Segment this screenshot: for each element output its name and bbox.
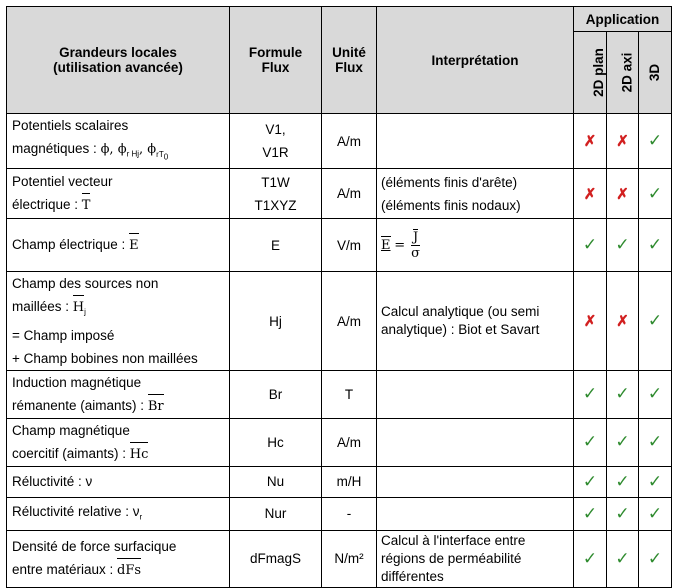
quantity-cell: Induction magnétique rémanente (aimants) : Br — [7, 370, 230, 418]
unit-cell: - — [322, 497, 377, 530]
app-2d-plan-cell — [574, 530, 607, 587]
app-2d-axi-cell — [607, 219, 639, 272]
quantity-cell: Potentiels scalaires magnétiques : ϕ, $\phi_{r Hj}$, $\phi_{rT_0}$ — [7, 114, 230, 169]
cross-icon: ✗ — [583, 313, 597, 331]
app-2d-plan-cell — [574, 370, 607, 418]
formula-cell: T1W T1XYZ — [230, 169, 322, 219]
check-icon: ✓ — [615, 471, 630, 491]
unit-cell: V/m — [322, 219, 377, 272]
interpretation-cell — [377, 418, 574, 466]
check-icon: ✓ — [615, 235, 630, 255]
app-3d-cell — [639, 169, 672, 219]
table-row — [7, 497, 672, 530]
quantity-cell: Potentiel vecteur électrique : T — [7, 169, 230, 219]
check-icon: ✓ — [647, 503, 663, 523]
check-icon: ✓ — [582, 432, 598, 452]
formula-cell: E — [230, 219, 322, 272]
table-row — [7, 530, 672, 587]
unit-cell: A/m — [322, 418, 377, 466]
header-formula: Formule Flux — [230, 7, 322, 114]
cross-icon: ✗ — [616, 185, 629, 203]
app-2d-axi-cell — [607, 466, 639, 497]
app-2d-plan-cell — [574, 497, 607, 530]
app-3d-cell — [639, 272, 672, 371]
app-3d-cell — [639, 497, 672, 530]
cross-icon: ✗ — [583, 133, 597, 151]
check-icon: ✓ — [615, 548, 630, 568]
formula-cell: Br — [230, 370, 322, 418]
app-3d-cell — [639, 219, 672, 272]
interpretation-cell: Calcul analytique (ou semi analytique) : Biot et Savart — [377, 272, 574, 371]
quantity-cell: Densité de force surfacique entre matériaux : dFs — [7, 530, 230, 587]
check-icon: ✓ — [582, 471, 598, 491]
app-2d-axi-cell — [607, 114, 639, 169]
check-icon: ✓ — [615, 432, 630, 452]
quantity-cell: Champ des sources non maillées : $H_j$ = Champ imposé + Champ bobines non maillées — [7, 272, 230, 371]
app-3d-cell — [639, 418, 672, 466]
unit-cell: m/H — [322, 466, 377, 497]
check-icon: ✓ — [647, 548, 663, 568]
unit-cell: A/m — [322, 272, 377, 371]
table-row — [7, 370, 672, 418]
check-icon: ✓ — [647, 471, 663, 491]
unit-cell: A/m — [322, 169, 377, 219]
app-2d-axi-cell — [607, 370, 639, 418]
cross-icon: ✗ — [616, 133, 629, 151]
header-unit: Unité Flux — [322, 7, 377, 114]
cross-icon: ✗ — [583, 185, 597, 203]
quantity-cell: Champ magnétique coercitif (aimants) : Hc — [7, 418, 230, 466]
formula-cell: dFmagS — [230, 530, 322, 587]
app-2d-plan-cell — [574, 114, 607, 169]
check-icon: ✓ — [615, 384, 630, 404]
check-icon: ✓ — [582, 384, 598, 404]
quantity-cell: Champ électrique : E — [7, 219, 230, 272]
table-row — [7, 272, 672, 371]
unit-cell: N/m² — [322, 530, 377, 587]
app-2d-axi-cell — [607, 530, 639, 587]
header-interpretation: Interprétation — [377, 7, 574, 114]
table-row — [7, 114, 672, 169]
app-2d-plan-cell — [574, 169, 607, 219]
formula-cell: Nur — [230, 497, 322, 530]
app-2d-axi-cell — [607, 169, 639, 219]
check-icon: ✓ — [582, 503, 598, 523]
app-2d-axi-cell — [607, 418, 639, 466]
table-row — [7, 418, 672, 466]
formula-cell: Nu — [230, 466, 322, 497]
interpretation-cell — [377, 497, 574, 530]
flux-quantities-table — [6, 6, 672, 588]
check-icon: ✓ — [647, 131, 663, 151]
header-quantities: Grandeurs locales (utilisation avancée) — [7, 7, 230, 114]
app-2d-plan-cell — [574, 418, 607, 466]
header-2d-axi: 2D axi — [607, 32, 639, 114]
quantity-cell: Réluctivité relative : $\nu_r$ — [7, 497, 230, 530]
table-row — [7, 466, 672, 497]
interpretation-cell: (éléments finis d'arête) (éléments finis nodaux) — [377, 169, 574, 219]
check-icon: ✓ — [647, 311, 663, 331]
interpretation-cell: Calcul à l'interface entre régions de perméabilité différentes — [377, 530, 574, 587]
check-icon: ✓ — [647, 235, 663, 255]
header-application: Application — [574, 7, 672, 32]
app-3d-cell — [639, 466, 672, 497]
unit-cell: A/m — [322, 114, 377, 169]
formula-cell: Hc — [230, 418, 322, 466]
quantity-cell: Réluctivité : ν — [7, 466, 230, 497]
check-icon: ✓ — [582, 235, 598, 255]
interpretation-cell — [377, 370, 574, 418]
interpretation-cell — [377, 466, 574, 497]
formula-cell: Hj — [230, 272, 322, 371]
app-2d-axi-cell — [607, 497, 639, 530]
unit-cell: T — [322, 370, 377, 418]
cross-icon: ✗ — [616, 313, 629, 331]
header-2d-plan: 2D plan — [574, 32, 607, 114]
interpretation-cell — [377, 114, 574, 169]
table-row — [7, 219, 672, 272]
check-icon: ✓ — [647, 183, 663, 203]
app-2d-plan-cell — [574, 219, 607, 272]
header-3d: 3D — [639, 32, 672, 114]
check-icon: ✓ — [647, 384, 663, 404]
app-2d-plan-cell — [574, 272, 607, 371]
app-2d-plan-cell — [574, 466, 607, 497]
app-3d-cell — [639, 530, 672, 587]
check-icon: ✓ — [647, 432, 663, 452]
interpretation-cell: E = $\frac{J}{\sigma}$ — [377, 219, 574, 272]
app-3d-cell — [639, 114, 672, 169]
check-icon: ✓ — [582, 548, 598, 568]
formula-cell: V1, V1R — [230, 114, 322, 169]
table-row — [7, 169, 672, 219]
app-2d-axi-cell — [607, 272, 639, 371]
check-icon: ✓ — [615, 503, 630, 523]
app-3d-cell — [639, 370, 672, 418]
